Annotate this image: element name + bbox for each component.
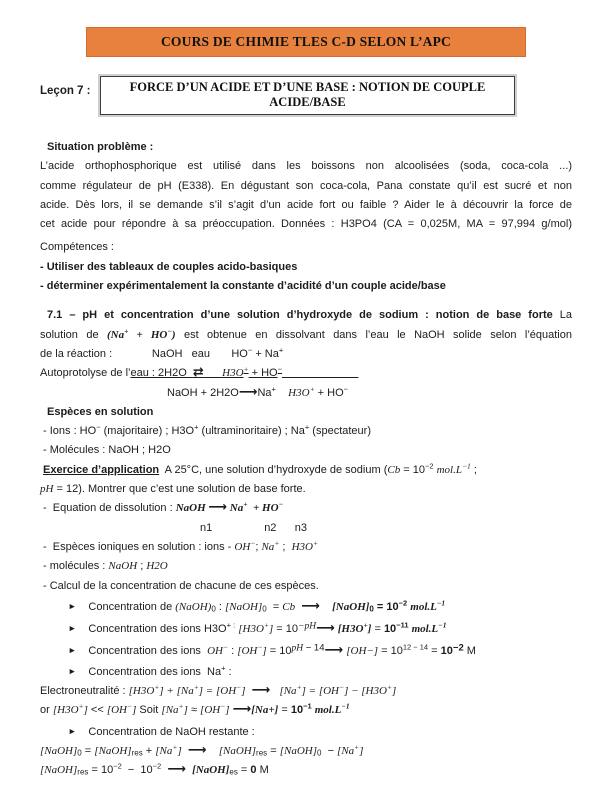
- right-arrow-icon: ⇄: [192, 365, 204, 381]
- arrowhead-bullet-icon: ►: [68, 665, 77, 676]
- reaction-equation: de la réaction : NaOH eau HO− + Na+: [40, 345, 284, 360]
- bilan-equation-line: [NaOH]0 = [NaOH]res + [Na+] ⟶ [NaOH]res = [NaOH]0 − [Na+]: [40, 742, 364, 758]
- lesson-title-box: [100, 76, 515, 115]
- document-body: [40, 306, 572, 780]
- situation-paragraph-line-2: comme régulateur de pH (E338). En dégustant son coca-cola, Pana constate qu’il est sucré et non: [40, 179, 572, 192]
- ph-line: pH = 12). Montrer que c’est une solution de base forte.: [40, 483, 306, 496]
- right-arrow-icon: ⟶: [232, 702, 252, 718]
- lesson-title-line2: ACIDE/BASE: [269, 95, 346, 109]
- especes-ioniques-line: - Espèces ioniques en solution : ions - OH−; Na+ ; H3O+: [43, 538, 319, 553]
- oh-concentration-line: ► Concentration des ions OH− : [OH−] = 10pH − 14⟶ $[OH-] = 10^{12 - 14} = 10-2$ M: [40, 642, 572, 661]
- molecules-line: - Molécules : NaOH ; H2O: [43, 444, 171, 457]
- section-7-1-heading: 7.1 – pH et concentration d’une solution d’hydroxyde de sodium : notion de base forte La: [47, 309, 573, 322]
- naoh-restante-line: ► Concentration de NaOH restante :: [40, 723, 572, 742]
- lesson-title-line1: FORCE D’UN ACIDE ET D’UNE BASE : NOTION DE COUPLE: [129, 80, 486, 94]
- resultat-final-line: [NaOH]res = $10^{-2} - 10^{-2}$ ⟶ [NaOH]es = 0 M: [40, 761, 269, 778]
- arrowhead-bullet-icon: ►: [68, 645, 77, 656]
- course-banner-title: COURS DE CHIMIE TLES C-D SELON L’APC: [160, 34, 451, 49]
- right-arrow-icon: ⟶: [238, 384, 258, 400]
- competence-item-1: - Utiliser des tableaux de couples acido-basiques: [40, 260, 298, 273]
- situation-paragraph-line-3: acide. Dès lors, il se demande s’il s’agit d’un acide fort ou faible ? Aider le à découvrir la force de: [40, 198, 572, 211]
- right-arrow-icon: ⟶: [167, 762, 186, 778]
- molecules-italic-line: - molécules : NaOH ; H2O: [43, 560, 168, 573]
- right-arrow-icon: ⟶: [316, 621, 335, 637]
- especes-heading: Espèces en solution: [47, 405, 154, 418]
- naoh-water-equation: NaOH + 2H2O⟶Na+ H3O+ + HO−: [167, 384, 349, 400]
- situation-paragraph-line-1: L’acide orthophosphorique est utilisé dans les boissons non alcoolisées (soda, coca-cola ...): [40, 160, 572, 173]
- competence-item-2: - déterminer expérimentalement la constante d’acidité d’un couple acide/base: [40, 280, 446, 293]
- calcul-line: - Calcul de la concentration de chacune de ces espèces.: [43, 579, 319, 592]
- ions-line: - Ions : HO− (majoritaire) ; H3O+ (ultraminoritaire) ; Na+ (spectateur): [43, 422, 371, 438]
- right-arrow-icon: ⟶: [251, 683, 271, 699]
- competences-heading: Compétences :: [40, 241, 114, 254]
- autoprotolyse-equation: Autoprotolyse de l’eau : 2H2O ⇄ H3O+ + HO−: [40, 364, 283, 381]
- arrowhead-bullet-icon: ►: [68, 623, 77, 634]
- section-7-1-text: solution de (Na+ + HO−) est obtenue en dissolvant dans l’eau le NaOH solide selon l’équation: [40, 326, 572, 341]
- situation-heading: Situation problème :: [47, 141, 154, 153]
- naoh-concentration-line: ► Concentration de (NaOH)0 : [NaOH]0 = Cb ⟶ [NaOH]0 = $10^{-2}$ $mol.L^{-1}$: [40, 598, 572, 617]
- right-arrow-icon: ⟶: [324, 643, 344, 659]
- arrowhead-bullet-icon: ►: [68, 725, 77, 736]
- exercice-line: Exercice d’application A 25°C, une solution d’hydroxyde de sodium ($Cb = 10^{-2}$ $mol.L^{-1}$ ;: [43, 461, 477, 476]
- situation-paragraph-line-4: cet acide pour répondre à sa préoccupation. Données : H3PO4 (CA = 0,025M, MA = 97,994 g/mol): [40, 218, 572, 231]
- mole-labels: n1 n2 n3: [200, 521, 307, 534]
- lesson-row: [40, 76, 612, 115]
- right-arrow-icon: ⟶: [187, 742, 207, 758]
- h3o-concentration-line: ► Concentration des ions H3O+ : [H3O+] = 10−pH⟶ $[H3O^+] = 10^{-11}$ $mol.L^{-1}$: [40, 620, 572, 639]
- right-arrow-icon: ⟶: [208, 500, 228, 516]
- lesson-label: Leçon 7 :: [40, 85, 91, 97]
- dissolution-equation: - Equation de dissolution : NaOH ⟶ Na+ + HO−: [43, 499, 284, 516]
- document-content: [40, 138, 572, 781]
- na-concentration-line: ► Concentration des ions Na+ :: [40, 663, 572, 682]
- arrowhead-bullet-icon: ►: [68, 600, 77, 611]
- electroneutralite-line: Electroneutralité : [H3O+] + [Na+] = [OH−] ⟶ [Na+] = [OH−] − [H3O+]: [40, 682, 397, 699]
- approximation-line: or [H3O+] << [OH−] Soit [Na+] ≈ [OH−] ⟶[Na+] = $10^{-1}$ $mol.L^{-1}$: [40, 701, 350, 718]
- right-arrow-icon: ⟶: [301, 598, 320, 614]
- course-banner: [86, 27, 526, 57]
